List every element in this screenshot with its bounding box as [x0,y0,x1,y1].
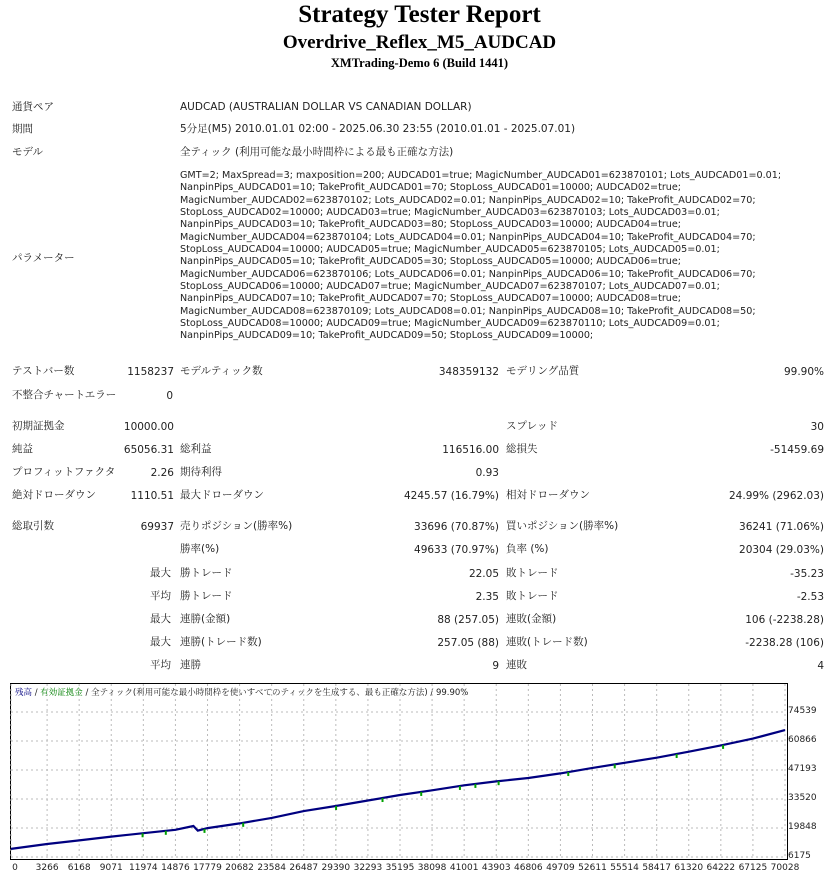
x-tick-label: 11974 [129,863,158,873]
long-label: 買いポジション(勝率%) [506,520,619,532]
net-value: 65056.31 [123,444,174,456]
x-tick-label: 9071 [99,863,123,873]
mismatch-value: 0 [166,390,173,402]
max-cons-lossamt-value: -2238.28 (106) [745,637,824,649]
x-tick-label: 64222 [706,863,736,873]
spread-value: 30 [810,421,824,433]
max-cons-lossamt-label: 連敗(トレード数) [506,636,588,648]
server-name: XMTrading-Demo 6 (Build 1441) [330,56,509,70]
y-tick-label: 33520 [788,793,817,803]
y-tick-label: 47193 [788,764,817,774]
long-value: 36241 (71.06%) [739,521,824,533]
total-trades-value: 69937 [140,521,174,533]
max-cons-profit-value: 257.05 (88) [437,637,499,649]
short-label: 売りポジション(勝率%) [180,520,293,532]
params-line: MagicNumber_AUDCAD06=623870106; Lots_AUDCAD06=0.01; NanpinPips_AUDCAD06=10; TakeProfit_AUDCAD06=70; [180,268,756,280]
gross-loss-label: 総損失 [506,443,538,455]
balance-line [11,730,785,849]
y-tick-label: 6175 [788,851,811,861]
x-tick-label: 29390 [321,863,351,873]
x-tick-label: 46806 [514,863,543,873]
x-tick-label: 58417 [642,863,671,873]
max-dd-value: 4245.57 (16.79%) [404,490,499,502]
spread-label: スプレッド [506,420,558,432]
avg-cons-loss-value: 4 [817,660,824,672]
params-line: StopLoss_AUDCAD06=10000; AUDCAD07=true; MagicNumber_AUDCAD07=623870107; Lots_AUDCAD07=0.01; [180,281,720,293]
ea-name: Overdrive_Reflex_M5_AUDCAD [282,32,557,53]
period-value: 5分足(M5) 2010.01.01 02:00 - 2025.06.30 23:55 (2010.01.01 - 2025.07.01) [180,123,576,135]
abs-dd-value: 1110.51 [130,490,174,502]
params-line: GMT=2; MaxSpread=3; maxposition=200; AUDCAD01=true; MagicNumber_AUDCAD01=623870101; Lots_AUDCAD01=0.01; [180,170,782,181]
params-line: NanpinPips_AUDCAD05=10; TakeProfit_AUDCAD05=30; StopLoss_AUDCAD05=10000; AUDCAD06=true; [180,256,682,268]
x-tick-label: 14876 [161,863,190,873]
largest-win-label: 勝トレード [180,567,233,579]
gross-profit-value: 116516.00 [442,444,499,456]
y-tick-label: 74539 [788,706,817,716]
params-line: MagicNumber_AUDCAD08=623870109; Lots_AUDCAD08=0.01; NanpinPips_AUDCAD08=10; TakeProfit_AUDCAD08=50; [180,305,756,317]
report-title: Strategy Tester Report [298,1,541,28]
params-line: MagicNumber_AUDCAD02=623870102; Lots_AUDCAD02=0.01; NanpinPips_AUDCAD02=10; TakeProfit_AUDCAD02=70; [180,194,756,206]
legend-equity: 有効証拠金 [40,688,83,698]
avg-loss-label: 敗トレード [506,590,559,602]
x-tick-label: 26487 [289,863,319,873]
x-tick-label: 0 [12,863,18,873]
deposit-label: 初期証拠金 [12,420,65,432]
params-line: StopLoss_AUDCAD04=10000; AUDCAD05=true; MagicNumber_AUDCAD05=623870105; Lots_AUDCAD05=0.01; [180,244,720,256]
params-line: NanpinPips_AUDCAD03=10; TakeProfit_AUDCAD03=80; StopLoss_AUDCAD03=10000; AUDCAD04=true; [180,219,682,231]
largest-loss-value: -35.23 [790,568,824,580]
short-value: 33696 (70.87%) [414,521,499,533]
net-label: 純益 [12,443,33,455]
max-word-2: 最大 [150,613,171,625]
x-tick-label: 70028 [770,863,800,873]
params-line: NanpinPips_AUDCAD07=10; TakeProfit_AUDCAD07=70; StopLoss_AUDCAD07=10000; AUDCAD08=true; [180,293,682,305]
x-tick-label: 17779 [193,863,222,873]
y-tick-label: 19848 [788,821,817,832]
x-tick-label: 20682 [225,863,254,873]
ticks-label: モデルティック数 [180,365,263,377]
gross-loss-value: -51459.69 [770,444,824,456]
params-label: パラメーター [12,252,75,264]
mismatch-label: 不整合チャートエラー [12,389,117,401]
x-tick-label: 32293 [353,863,383,873]
avg-cons-win-value: 9 [492,660,499,672]
win-value: 49633 (70.97%) [414,544,499,556]
params-line: StopLoss_AUDCAD02=10000; AUDCAD03=true; MagicNumber_AUDCAD03=623870103; Lots_AUDCAD03=0.01; [180,207,720,219]
x-tick-label: 67125 [738,863,768,873]
x-tick-label: 49709 [546,863,575,873]
x-tick-label: 38098 [417,863,447,873]
pf-value: 2.26 [150,467,174,479]
symbol-label: 通貨ペア [12,101,54,113]
x-tick-label: 41001 [449,863,479,873]
avg-loss-value: -2.53 [796,591,824,603]
quality-label: モデリング品質 [506,365,580,377]
x-tick-label: 35195 [385,863,415,873]
abs-dd-label: 絶対ドローダウン [12,489,96,501]
gross-profit-label: 総利益 [180,443,212,455]
max-cons-win-value: 88 (257.05) [437,614,499,626]
avg-cons-win-label: 連勝 [180,659,201,671]
avg-win-label: 勝トレード [180,590,233,602]
max-cons-loss-label: 連敗(金額) [506,613,557,625]
avg-word-1: 平均 [150,590,171,602]
avg-win-value: 2.35 [475,591,499,603]
expected-label: 期待利得 [180,466,222,478]
quality-value: 99.90% [783,366,824,378]
max-cons-profit-label: 連勝(トレード数) [180,636,262,648]
params-line: NanpinPips_AUDCAD01=10; TakeProfit_AUDCAD01=70; StopLoss_AUDCAD01=10000; AUDCAD02=true; [180,182,682,194]
max-word-1: 最大 [150,567,171,579]
loss-value: 20304 (29.03%) [739,544,824,556]
x-tick-label: 43903 [481,863,511,873]
max-word-3: 最大 [150,636,171,648]
loss-label: 負率 (%) [506,543,549,555]
pf-label: プロフィットファクタ [12,466,116,478]
x-tick-label: 55514 [610,863,639,873]
avg-cons-loss-label: 連敗 [506,659,527,671]
symbol-value: AUDCAD (AUSTRALIAN DOLLAR VS CANADIAN DOLLAR) [180,101,472,113]
bars-value: 1158237 [127,366,174,378]
deposit-value: 10000.00 [123,421,174,433]
max-dd-label: 最大ドローダウン [180,489,264,501]
rel-dd-label: 相対ドローダウン [506,489,590,501]
model-label: モデル [12,146,43,158]
ticks-value: 348359132 [438,366,499,378]
x-tick-label: 6168 [67,863,91,873]
legend-balance: 残高 [15,688,33,698]
max-cons-loss-value: 106 (-2238.28) [745,614,824,626]
params-line: StopLoss_AUDCAD08=10000; AUDCAD09=true; MagicNumber_AUDCAD09=623870110; Lots_AUDCAD09=0.01; [180,318,720,330]
avg-word-2: 平均 [150,659,171,671]
bars-label: テストバー数 [12,365,75,377]
legend-separator: / [32,688,41,698]
y-tick-label: 60866 [788,735,817,745]
x-tick-label: 61320 [674,863,704,873]
legend-model: / 全ティック(利用可能な最小時間枠を使いすべてのティックを生成する、最も正確な方法) / 99.90% [82,688,469,698]
max-cons-win-label: 連勝(金額) [180,613,231,625]
x-tick-label: 52611 [578,863,607,873]
params-line: NanpinPips_AUDCAD09=10; TakeProfit_AUDCAD09=50; StopLoss_AUDCAD09=10000; [180,330,594,342]
expected-value: 0.93 [475,467,499,479]
total-trades-label: 総取引数 [12,520,54,532]
x-tick-label: 3266 [35,863,59,873]
win-label: 勝率(%) [180,543,220,555]
period-label: 期間 [12,123,33,135]
params-line: MagicNumber_AUDCAD04=623870104; Lots_AUDCAD04=0.01; NanpinPips_AUDCAD04=10; TakeProfit_AUDCAD04=70; [180,231,756,243]
x-tick-label: 23584 [257,863,286,873]
rel-dd-value: 24.99% (2962.03) [729,490,824,502]
model-value: 全ティック (利用可能な最小時間枠による最も正確な方法) [180,146,454,158]
largest-loss-label: 敗トレード [506,567,559,579]
largest-win-value: 22.05 [468,568,499,580]
